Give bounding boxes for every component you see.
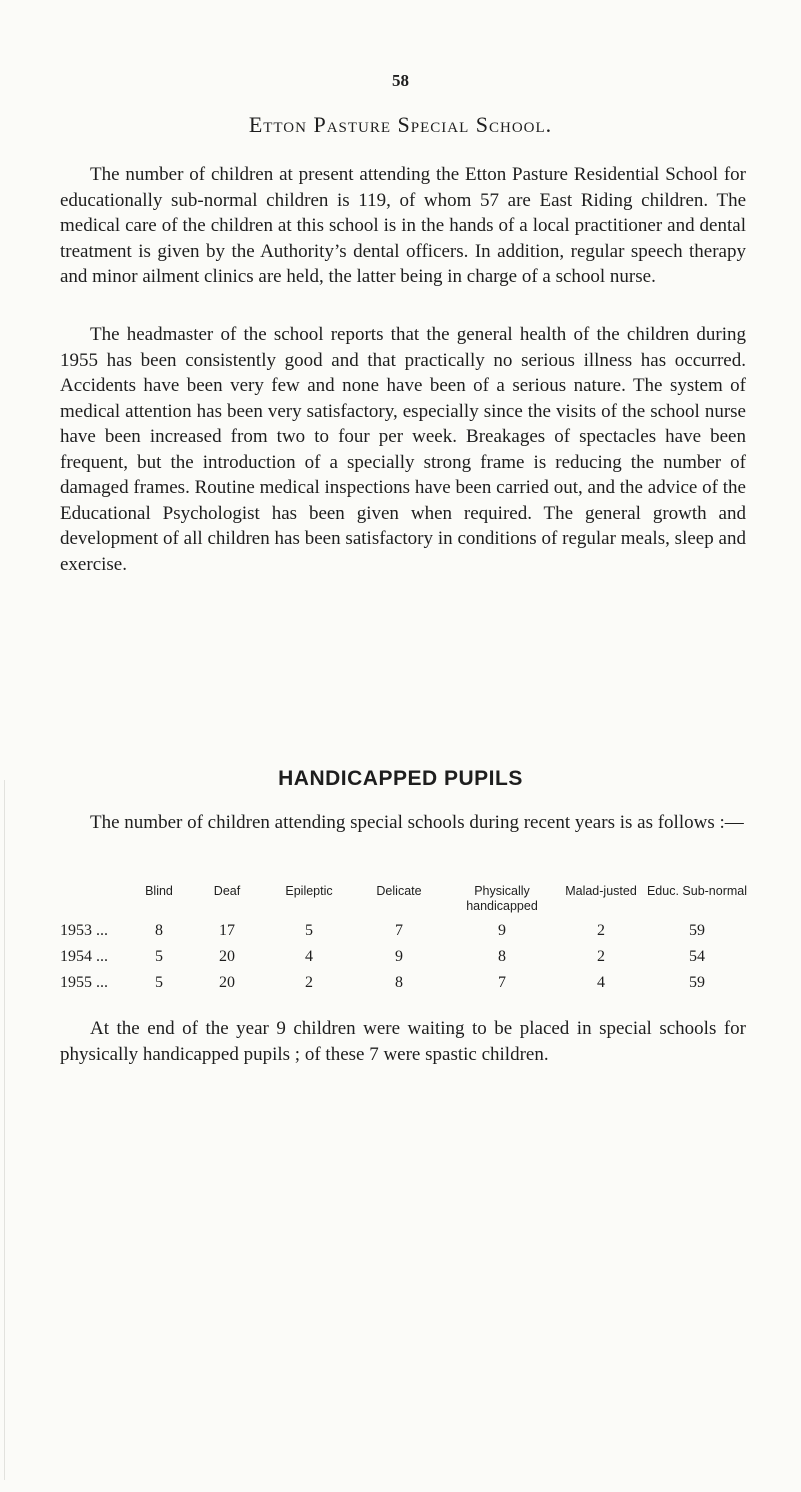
- table-cell: 5: [155, 948, 163, 965]
- page-edge-divider: [4, 780, 5, 1480]
- table-cell: 9: [498, 922, 506, 939]
- header-cell: [60, 884, 130, 918]
- section-heading: HANDICAPPED PUPILS: [278, 767, 523, 790]
- table-row: [60, 970, 750, 996]
- table-cell: 5: [155, 974, 163, 991]
- table-cell: 5: [305, 922, 313, 939]
- header-cell: Epileptic: [285, 884, 333, 898]
- table-cell: 54: [689, 948, 705, 965]
- page-title: Etton Pasture Special School.: [248, 112, 553, 137]
- table-cell: 4: [597, 974, 605, 991]
- table-cell: 2: [597, 922, 605, 939]
- table-intro-paragraph: The number of children attending special schools during recent years is as follows :—: [90, 812, 744, 833]
- table-cell: 7: [498, 974, 506, 991]
- table-cell: 8: [155, 922, 163, 939]
- health-report-paragraph: The headmaster of the school reports that the general health of the children during 1955 has been consistently good and that practically no serious illness has occurred. Accidents have been very few and none have been of a serious nature. The system of medical attention has been very satisfactory, especially since the visits of the school nurse have been increased from two to four per week. Breakages of spectacles have been frequent, but the introduction of a specially strong frame is reducing the number of damaged frames. Routine medical inspections have been carried out, and the advice of the Educational Psychologist has been given when required. The general growth and development of all children has been satisfactory in conditions of regular meals, sleep and exercise.: [60, 324, 746, 575]
- table-cell: 17: [219, 922, 235, 939]
- table-cell: 59: [689, 974, 705, 991]
- attendance-table: [60, 884, 750, 996]
- header-cell: Educ. Sub-normal: [646, 884, 748, 898]
- year-cell: 1954 ...: [60, 948, 108, 965]
- table-cell: 20: [219, 948, 235, 965]
- year-cell: 1953 ...: [60, 922, 108, 939]
- waiting-list-paragraph: At the end of the year 9 children were waiting to be placed in special schools for physically handicapped pupils ; of these 7 were spastic children.: [60, 1018, 746, 1065]
- table-cell: 20: [219, 974, 235, 991]
- header-cell: Deaf: [213, 884, 241, 898]
- header-cell: Blind: [145, 884, 173, 898]
- intro-paragraph: The number of children at present attending the Etton Pasture Residential School for educationally sub-normal children is 119, of whom 57 are East Riding children. The medical care of the children at this school is in the hands of a local practitioner and dental treatment is given by the Authority’s dental officers. In addition, regular speech therapy and minor ailment clinics are held, the latter being in charge of a school nurse.: [60, 164, 746, 287]
- table-cell: 8: [498, 948, 506, 965]
- header-cell: Physically handicapped: [466, 884, 538, 913]
- header-cell: Malad-justed: [565, 884, 637, 898]
- table-cell: 4: [305, 948, 313, 965]
- table-cell: 59: [689, 922, 705, 939]
- table-row: [60, 918, 750, 944]
- table-row: [60, 944, 750, 970]
- table-cell: 2: [305, 974, 313, 991]
- page-number: 58: [392, 71, 409, 90]
- table-cell: 2: [597, 948, 605, 965]
- table-cell: 9: [395, 948, 403, 965]
- table-header-row: [60, 884, 750, 918]
- header-cell: Delicate: [376, 884, 422, 898]
- year-cell: 1955 ...: [60, 974, 108, 991]
- table-cell: 7: [395, 922, 403, 939]
- table-cell: 8: [395, 974, 403, 991]
